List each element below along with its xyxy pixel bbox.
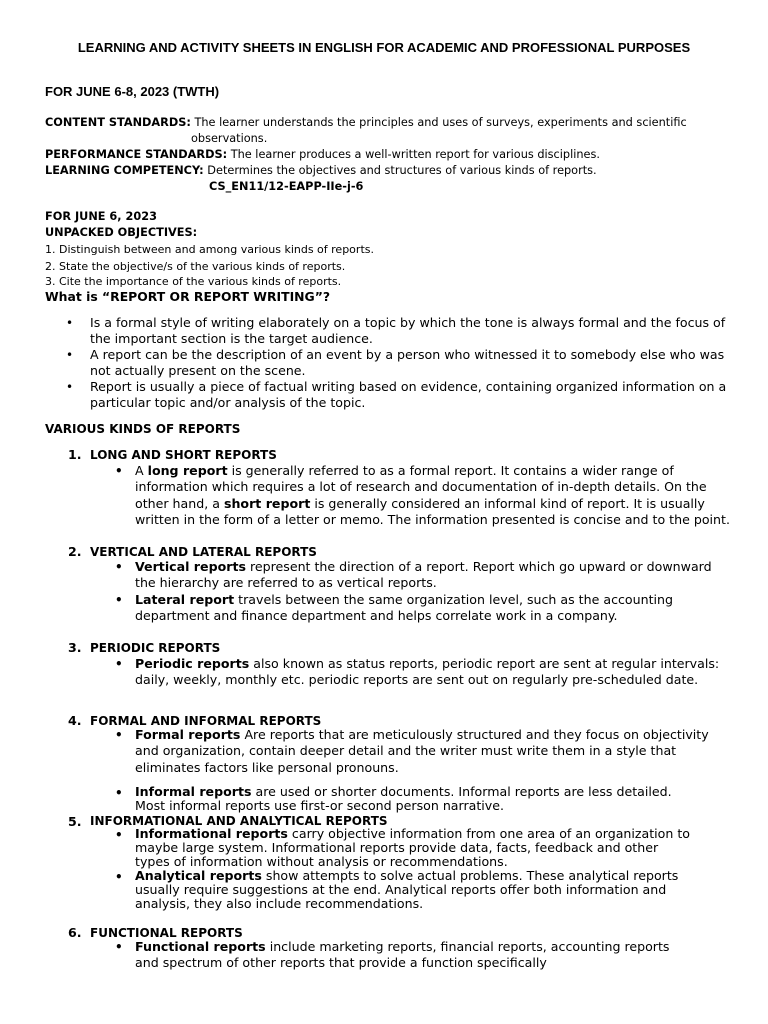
section-item: Functional reports include marketing reports, financial reports, accounting reports and spectrum of other reports that provide a function specifically bbox=[135, 939, 670, 971]
bullet-icon: • bbox=[115, 657, 123, 671]
section-item: Informal reports are used or shorter documents. Informal reports are less detailed. Most informal reports use first-or second person narrative. bbox=[135, 784, 672, 813]
bullet-icon: • bbox=[66, 316, 74, 330]
intro-bullet: Is a formal style of writing elaborately on a topic by which the tone is always formal and the focus of the important section is the target audience. bbox=[90, 315, 726, 347]
bullet-icon: • bbox=[115, 593, 123, 607]
intro-bullet: Report is usually a piece of factual writing based on evidence, containing organized information on a particular topic and/or analysis of the topic. bbox=[90, 379, 727, 411]
learning-competency bbox=[45, 164, 597, 177]
bullet-icon: • bbox=[115, 786, 123, 800]
section-item: A long report is generally referred to as a formal report. It contains a wider range of information which requires a lot of research and documentation of in-depth details. On the other hand, a short report is generally considered an informal kind of report. It is usually written in the form of a letter or memo. The information presented is concise and to the point. bbox=[135, 463, 730, 527]
section-item: Vertical reports represent the direction of a report. Report which go upward or downward the hierarchy are referred to as vertical reports. bbox=[135, 559, 712, 591]
kinds-heading: VARIOUS KINDS OF REPORTS bbox=[45, 422, 241, 436]
bullet-icon: • bbox=[115, 464, 123, 478]
bullet-icon: • bbox=[115, 870, 123, 884]
date-range-heading: FOR JUNE 6-8, 2023 (TWTH) bbox=[45, 84, 220, 99]
objective-item: 3. Cite the importance of the various kinds of reports. bbox=[45, 275, 342, 288]
section-item: Lateral report travels between the same organization level, such as the accounting department and finance department and helps correlate work in a company. bbox=[135, 592, 674, 624]
section-item: Analytical reports show attempts to solve actual problems. These analytical reports usually require suggestions at the end. Analytical reports offer both information and analysis, they also include recommendations. bbox=[135, 868, 679, 911]
section-number: 4. bbox=[68, 713, 82, 728]
section-title: FUNCTIONAL REPORTS bbox=[90, 926, 243, 940]
bullet-icon: • bbox=[66, 380, 74, 394]
bullet-icon: • bbox=[115, 940, 123, 954]
section-title: LONG AND SHORT REPORTS bbox=[90, 448, 277, 462]
section-number: 1. bbox=[68, 447, 82, 462]
content-standards-continuation: observations. bbox=[191, 132, 268, 145]
performance-standards bbox=[45, 148, 600, 161]
intro-bullet: A report can be the description of an event by a person who witnessed it to somebody else who was not actually present on the scene. bbox=[90, 347, 725, 379]
section-number: 6. bbox=[68, 925, 82, 940]
learning-competency-text: Determines the objectives and structures of various kinds of reports. bbox=[207, 164, 597, 177]
performance-standards-text: The learner produces a well-written report for various disciplines. bbox=[230, 148, 600, 161]
section-title: INFORMATIONAL AND ANALYTICAL REPORTS bbox=[90, 814, 388, 828]
section-item: Periodic reports also known as status reports, periodic report are sent at regular intervals: daily, weekly, monthly etc. periodic reports are sent out on regularly pre-scheduled date. bbox=[135, 656, 720, 688]
section-title: FORMAL AND INFORMAL REPORTS bbox=[90, 714, 322, 728]
objectives-heading: UNPACKED OBJECTIVES: bbox=[45, 226, 198, 239]
performance-standards-label: PERFORMANCE STANDARDS: bbox=[45, 148, 228, 161]
learning-competency-label: LEARNING COMPETENCY: bbox=[45, 164, 204, 177]
section-number: 2. bbox=[68, 544, 82, 559]
objective-item: 2. State the objective/s of the various kinds of reports. bbox=[45, 260, 346, 273]
competency-code: CS_EN11/12-EAPP-IIe-j-6 bbox=[209, 180, 364, 193]
content-standards bbox=[45, 116, 687, 129]
section-number: 3. bbox=[68, 640, 82, 655]
bullet-icon: • bbox=[115, 728, 123, 742]
section-item: Formal reports Are reports that are meticulously structured and they focus on objectivity and organization, contain deeper detail and the writer must write them in a style that eliminates factors like personal pronouns. bbox=[135, 727, 709, 775]
objective-item: 1. Distinguish between and among various kinds of reports. bbox=[45, 243, 374, 256]
bullet-icon: • bbox=[115, 828, 123, 842]
section-number: 5. bbox=[68, 814, 82, 829]
bullet-icon: • bbox=[115, 560, 123, 574]
document-title: LEARNING AND ACTIVITY SHEETS IN ENGLISH FOR ACADEMIC AND PROFESSIONAL PURPOSES bbox=[77, 40, 691, 55]
section-title: PERIODIC REPORTS bbox=[90, 641, 221, 655]
objectives-date: FOR JUNE 6, 2023 bbox=[45, 210, 157, 223]
bullet-icon: • bbox=[66, 348, 74, 362]
section-title: VERTICAL AND LATERAL REPORTS bbox=[90, 545, 317, 559]
section-item: Informational reports carry objective information from one area of an organization to maybe large system. Informational reports provide data, facts, feedback and other types of information without analysis or recommendations. bbox=[135, 826, 690, 869]
content-standards-label: CONTENT STANDARDS: bbox=[45, 116, 191, 129]
report-question-heading: What is “REPORT OR REPORT WRITING”? bbox=[45, 289, 331, 304]
content-standards-text: The learner understands the principles and uses of surveys, experiments and scientific bbox=[194, 116, 687, 129]
